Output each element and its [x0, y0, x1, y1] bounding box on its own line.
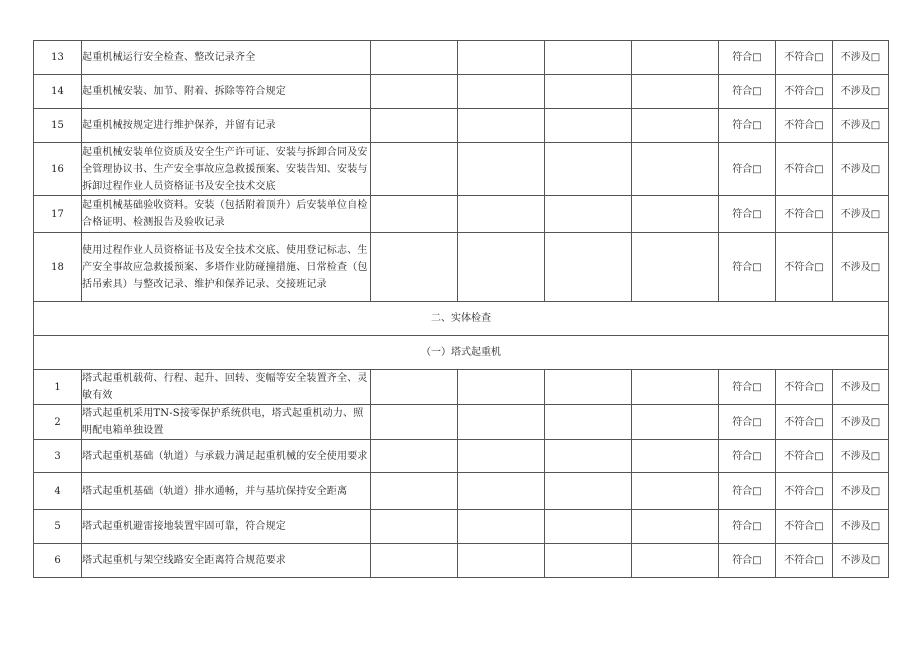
blank-cell: [458, 440, 545, 473]
blank-cell: [545, 544, 632, 578]
blank-cell: [632, 440, 719, 473]
table-row: [34, 143, 889, 196]
row-number: 3: [34, 440, 82, 473]
option-not-applicable[interactable]: 不涉及□: [833, 544, 889, 578]
blank-cell: [371, 196, 458, 233]
blank-cell: [371, 143, 458, 196]
blank-cell: [371, 510, 458, 544]
subsection-title: （一）塔式起重机: [34, 336, 889, 370]
blank-cell: [545, 143, 632, 196]
table-row: [34, 405, 889, 440]
option-conform[interactable]: 符合□: [719, 233, 776, 302]
option-nonconform[interactable]: 不符合□: [776, 544, 833, 578]
option-nonconform[interactable]: 不符合□: [776, 405, 833, 440]
blank-cell: [632, 233, 719, 302]
blank-cell: [371, 370, 458, 405]
row-number: 4: [34, 473, 82, 510]
blank-cell: [458, 405, 545, 440]
table-row: [34, 233, 889, 302]
blank-cell: [371, 473, 458, 510]
blank-cell: [632, 109, 719, 143]
option-conform[interactable]: 符合□: [719, 510, 776, 544]
option-conform[interactable]: 符合□: [719, 41, 776, 75]
option-nonconform[interactable]: 不符合□: [776, 370, 833, 405]
table-row: [34, 196, 889, 233]
option-nonconform[interactable]: 不符合□: [776, 143, 833, 196]
row-number: 5: [34, 510, 82, 544]
option-nonconform[interactable]: 不符合□: [776, 109, 833, 143]
table-row: [34, 510, 889, 544]
blank-cell: [371, 405, 458, 440]
check-item: 塔式起重机基础（轨道）排水通畅，并与基坑保持安全距离: [82, 473, 371, 510]
option-nonconform[interactable]: 不符合□: [776, 440, 833, 473]
blank-cell: [545, 41, 632, 75]
table-row: [34, 75, 889, 109]
blank-cell: [371, 75, 458, 109]
option-not-applicable[interactable]: 不涉及□: [833, 440, 889, 473]
blank-cell: [371, 109, 458, 143]
blank-cell: [458, 510, 545, 544]
blank-cell: [458, 473, 545, 510]
blank-cell: [458, 233, 545, 302]
subsection-row: [34, 336, 889, 370]
option-conform[interactable]: 符合□: [719, 473, 776, 510]
row-number: 14: [34, 75, 82, 109]
option-conform[interactable]: 符合□: [719, 440, 776, 473]
blank-cell: [458, 75, 545, 109]
option-nonconform[interactable]: 不符合□: [776, 41, 833, 75]
option-nonconform[interactable]: 不符合□: [776, 75, 833, 109]
table-row: [34, 440, 889, 473]
option-not-applicable[interactable]: 不涉及□: [833, 109, 889, 143]
blank-cell: [371, 544, 458, 578]
blank-cell: [545, 405, 632, 440]
option-conform[interactable]: 符合□: [719, 75, 776, 109]
table-row: [34, 544, 889, 578]
table-row: [34, 473, 889, 510]
blank-cell: [632, 75, 719, 109]
option-not-applicable[interactable]: 不涉及□: [833, 41, 889, 75]
blank-cell: [458, 109, 545, 143]
option-nonconform[interactable]: 不符合□: [776, 473, 833, 510]
blank-cell: [545, 75, 632, 109]
check-item: 起重机械按规定进行维护保养，并留有记录: [82, 109, 371, 143]
option-not-applicable[interactable]: 不涉及□: [833, 370, 889, 405]
blank-cell: [545, 510, 632, 544]
blank-cell: [545, 440, 632, 473]
blank-cell: [632, 143, 719, 196]
option-not-applicable[interactable]: 不涉及□: [833, 473, 889, 510]
table-row: [34, 41, 889, 75]
check-item: 塔式起重机与架空线路安全距离符合规范要求: [82, 544, 371, 578]
option-not-applicable[interactable]: 不涉及□: [833, 196, 889, 233]
check-item: 起重机械运行安全检查、整改记录齐全: [82, 41, 371, 75]
table-row: [34, 109, 889, 143]
blank-cell: [632, 41, 719, 75]
option-conform[interactable]: 符合□: [719, 109, 776, 143]
blank-cell: [545, 196, 632, 233]
option-not-applicable[interactable]: 不涉及□: [833, 75, 889, 109]
option-nonconform[interactable]: 不符合□: [776, 510, 833, 544]
blank-cell: [632, 405, 719, 440]
option-nonconform[interactable]: 不符合□: [776, 233, 833, 302]
option-not-applicable[interactable]: 不涉及□: [833, 510, 889, 544]
section-title: 二、实体检查: [34, 302, 889, 336]
blank-cell: [458, 544, 545, 578]
blank-cell: [632, 370, 719, 405]
blank-cell: [458, 143, 545, 196]
blank-cell: [371, 440, 458, 473]
inspection-table: [33, 40, 889, 578]
check-item: 使用过程作业人员资格证书及安全技术交底、使用登记标志、生产安全事故应急救援预案、多塔作业防碰撞措施、日常检查（包括吊索具）与整改记录、维护和保养记录、交接班记录: [82, 233, 371, 302]
row-number: 1: [34, 370, 82, 405]
check-item: 塔式起重机避雷接地装置牢固可靠，符合规定: [82, 510, 371, 544]
option-nonconform[interactable]: 不符合□: [776, 196, 833, 233]
row-number: 15: [34, 109, 82, 143]
row-number: 16: [34, 143, 82, 196]
table-row: [34, 370, 889, 405]
blank-cell: [371, 41, 458, 75]
check-item: 塔式起重机基础（轨道）与承载力满足起重机械的安全使用要求: [82, 440, 371, 473]
blank-cell: [632, 544, 719, 578]
blank-cell: [545, 473, 632, 510]
section-row: [34, 302, 889, 336]
blank-cell: [632, 510, 719, 544]
option-conform[interactable]: 符合□: [719, 143, 776, 196]
option-conform[interactable]: 符合□: [719, 405, 776, 440]
check-item: 起重机械安装单位资质及安全生产许可证、安装与拆卸合同及安全管理协议书、生产安全事故应急救援预案、安装告知、安装与拆卸过程作业人员资格证书及安全技术交底: [82, 143, 371, 196]
blank-cell: [458, 41, 545, 75]
check-item: 起重机械基础验收资料。安装（包括附着顶升）后安装单位自检合格证明、检测报告及验收记录: [82, 196, 371, 233]
blank-cell: [545, 109, 632, 143]
check-item: 起重机械安装、加节、附着、拆除等符合规定: [82, 75, 371, 109]
check-item: 塔式起重机载荷、行程、起升、回转、变幅等安全装置齐全、灵敏有效: [82, 370, 371, 405]
option-not-applicable[interactable]: 不涉及□: [833, 233, 889, 302]
blank-cell: [545, 233, 632, 302]
option-conform[interactable]: 符合□: [719, 544, 776, 578]
option-not-applicable[interactable]: 不涉及□: [833, 143, 889, 196]
blank-cell: [458, 196, 545, 233]
row-number: 6: [34, 544, 82, 578]
blank-cell: [371, 233, 458, 302]
blank-cell: [632, 473, 719, 510]
option-conform[interactable]: 符合□: [719, 370, 776, 405]
row-number: 13: [34, 41, 82, 75]
option-not-applicable[interactable]: 不涉及□: [833, 405, 889, 440]
option-conform[interactable]: 符合□: [719, 196, 776, 233]
row-number: 18: [34, 233, 82, 302]
row-number: 2: [34, 405, 82, 440]
blank-cell: [458, 370, 545, 405]
row-number: 17: [34, 196, 82, 233]
blank-cell: [545, 370, 632, 405]
check-item: 塔式起重机采用TN-S接零保护系统供电，塔式起重机动力、照明配电箱单独设置: [82, 405, 371, 440]
blank-cell: [632, 196, 719, 233]
